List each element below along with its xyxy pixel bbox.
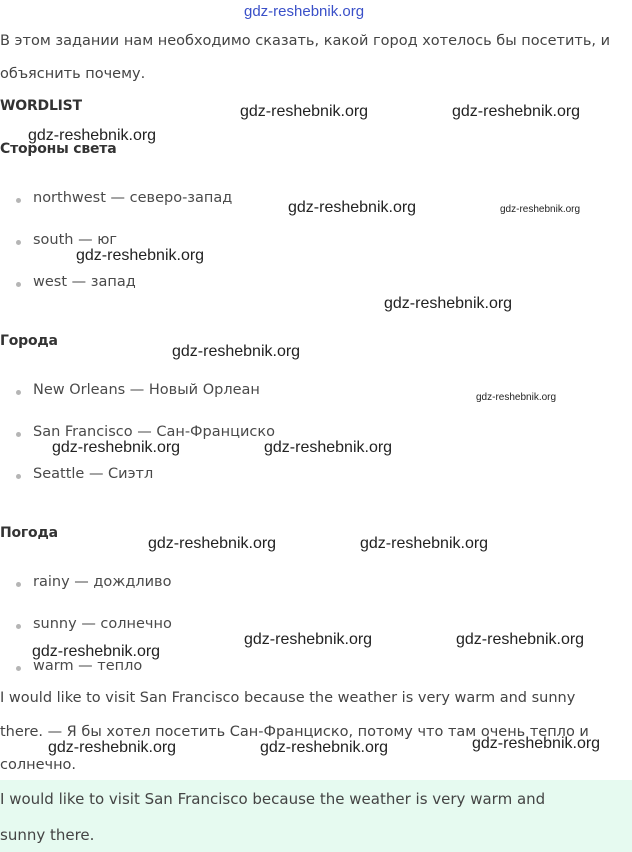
answer-line-1: I would like to visit San Francisco because the weather is very warm and (0, 790, 546, 808)
bullet-icon (16, 282, 21, 287)
list-item: sunny — солнечно (33, 616, 172, 632)
watermark-text: gdz-reshebnik.org (472, 735, 601, 752)
bullet-icon (16, 240, 21, 245)
watermark-text: gdz-reshebnik.org (32, 643, 161, 660)
watermark-text: gdz-reshebnik.org (264, 439, 393, 456)
wordlist-title: WORDLIST (0, 98, 82, 114)
watermark-text: gdz-reshebnik.org (384, 295, 513, 312)
intro-line-2: объяснить почему. (0, 66, 146, 82)
bullet-icon (16, 390, 21, 395)
watermark-text: gdz-reshebnik.org (28, 127, 157, 144)
watermark-text: gdz-reshebnik.org (244, 3, 365, 20)
list-item: New Orleans — Новый Орлеан (33, 382, 260, 398)
watermark-text: gdz-reshebnik.org (76, 247, 205, 264)
answer-line-2: sunny there. (0, 826, 95, 844)
watermark-text: gdz-reshebnik.org (288, 199, 417, 216)
section-heading-weather: Погода (0, 525, 58, 541)
watermark-text: gdz-reshebnik.org (244, 631, 373, 648)
bullet-icon (16, 432, 21, 437)
bullet-icon (16, 666, 21, 671)
list-item: warm — тепло (33, 658, 143, 674)
bullet-icon (16, 624, 21, 629)
watermark-text: gdz-reshebnik.org (52, 439, 181, 456)
example-line-3: солнечно. (0, 757, 77, 773)
section-heading-directions: Стороны света (0, 141, 117, 157)
example-line-1: I would like to visit San Francisco because the weather is very warm and sunny (0, 690, 576, 706)
bullet-icon (16, 582, 21, 587)
example-line-2: there. — Я бы хотел посетить Сан-Франциско, потому что там очень тепло и (0, 724, 589, 740)
list-item: west — запад (33, 274, 136, 290)
list-item: northwest — северо-запад (33, 190, 233, 206)
bullet-icon (16, 474, 21, 479)
watermark-text: gdz-reshebnik.org (172, 343, 301, 360)
watermark-text: gdz-reshebnik.org (48, 739, 177, 756)
watermark-text: gdz-reshebnik.org (360, 535, 489, 552)
list-item: rainy — дождливо (33, 574, 172, 590)
list-item: San Francisco — Сан-Франциско (33, 424, 275, 440)
watermark-text: gdz-reshebnik.org (476, 392, 557, 403)
watermark-text: gdz-reshebnik.org (260, 739, 389, 756)
watermark-text: gdz-reshebnik.org (456, 631, 585, 648)
intro-line-1: В этом задании нам необходимо сказать, какой город хотелось бы посетить, и (0, 33, 611, 49)
watermark-text: gdz-reshebnik.org (452, 103, 581, 120)
watermark-text: gdz-reshebnik.org (240, 103, 369, 120)
list-item: Seattle — Сиэтл (33, 466, 154, 482)
section-heading-cities: Города (0, 333, 58, 349)
watermark-text: gdz-reshebnik.org (148, 535, 277, 552)
watermark-text: gdz-reshebnik.org (500, 204, 581, 215)
bullet-icon (16, 198, 21, 203)
list-item: south — юг (33, 232, 118, 248)
